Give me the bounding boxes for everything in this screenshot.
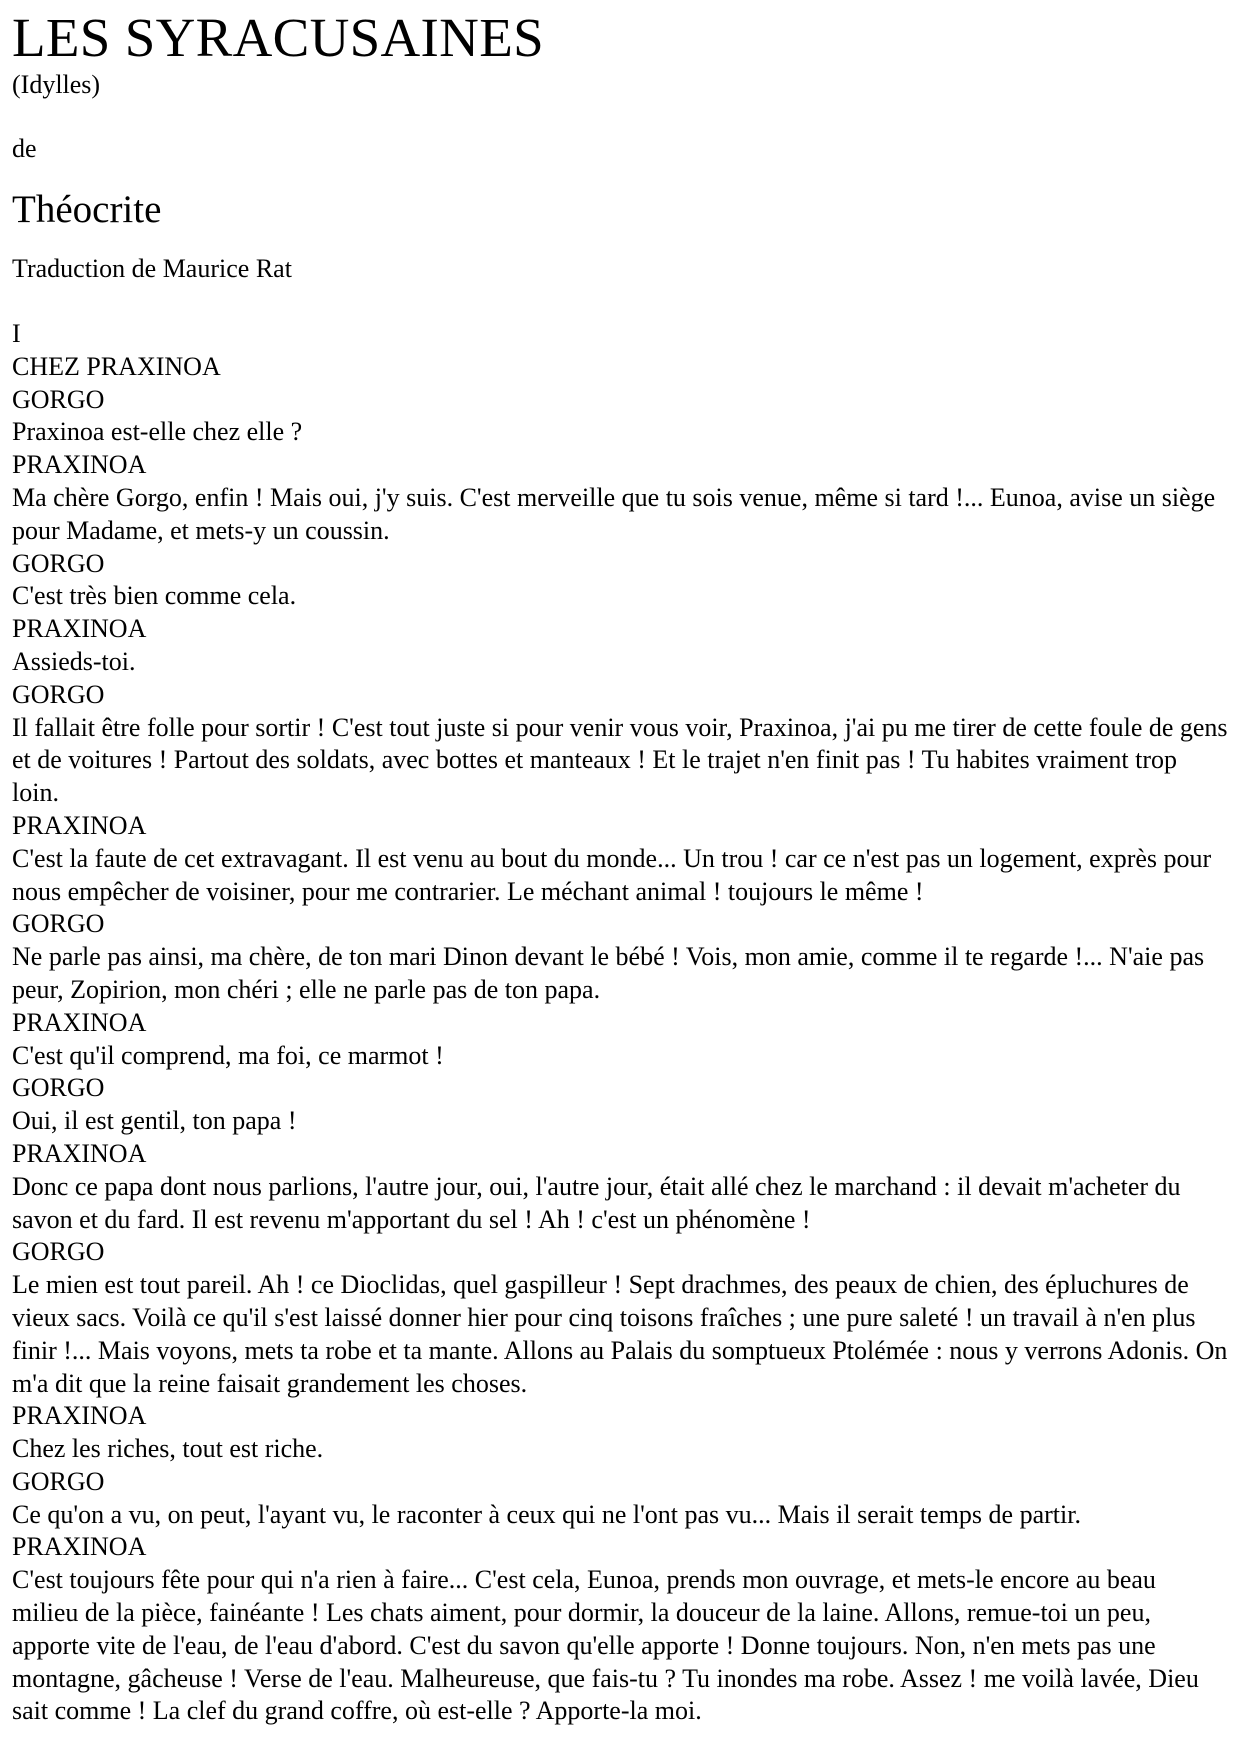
speech-text: C'est la faute de cet extravagant. Il est venu au bout du monde... Un trou ! car ce n'est pas un logement, exprès pour nous empêcher de voisiner, pour me contrarier. Le méchant animal ! toujours le même ! (12, 843, 1212, 906)
author-name: Théocrite (12, 188, 162, 231)
speech-text: Assieds-toi. (12, 646, 136, 676)
speech-text: C'est toujours fête pour qui n'a rien à faire... C'est cela, Eunoa, prends mon ouvrage, et mets-le encore au beau milieu de la pièce, fainéante ! Les chats aiment, pour dormir, la douceur de la laine. Allons, remue-toi un peu, apporte vite de l'eau, de l'eau d'abord. C'est du savon qu'elle apporte ! Donne toujours. Non, n'en mets pas une montagne, gâcheuse ! Verse de l'eau. Malheureuse, que fais-tu ? Tu inondes ma robe. Assez ! me voilà lavée, Dieu sait comme ! La clef du grand coffre, où est-elle ? Apporte-la moi. (12, 1565, 1199, 1726)
dialogue-block (12, 384, 1228, 450)
speaker-name: GORGO (12, 909, 105, 939)
dialogue-block (12, 679, 1228, 810)
speaker-name: GORGO (12, 1073, 105, 1103)
speech-text: Le mien est tout pareil. Ah ! ce Dioclidas, quel gaspilleur ! Sept drachmes, des peaux de chien, des épluchures de vieux sacs. Voilà ce qu'il s'est laissé donner hier pour cinq toisons fraîches ; une pure saleté ! un travail à n'en plus finir !... Mais voyons, mets ta robe et ta mante. Allons au Palais du somptueux Ptolémée : nous y verrons Adonis. On m'a dit que la reine faisait grandement les choses. (12, 1270, 1228, 1398)
speech-text: C'est qu'il comprend, ma foi, ce marmot ! (12, 1040, 444, 1070)
section-title: CHEZ PRAXINOA (12, 351, 221, 381)
speech-text: Ce qu'on a vu, on peut, l'ayant vu, le raconter à ceux qui ne l'ont pas vu... Mais il serait temps de partir. (12, 1499, 1081, 1529)
speech-text: Il fallait être folle pour sortir ! C'est tout juste si pour venir vous voir, Praxinoa, j'ai pu me tirer de cette foule de gens et de voitures ! Partout des soldats, avec bottes et manteaux ! Et le trajet n'en finit pas ! Tu habites vraiment trop loin. (12, 712, 1228, 808)
speech-text: Donc ce papa dont nous parlions, l'autre jour, oui, l'autre jour, était allé chez le marchand : il devait m'acheter du savon et du fard. Il est revenu m'apportant du sel ! Ah ! c'est un phénomène ! (12, 1171, 1181, 1234)
section-number: I (12, 319, 21, 348)
dialogue-block (12, 1072, 1228, 1138)
speech-text: Chez les riches, tout est riche. (12, 1434, 324, 1464)
speech-text: Praxinoa est-elle chez elle ? (12, 417, 303, 447)
dialogue-block (12, 548, 1228, 614)
document-subtitle: (Idylles) (12, 70, 101, 99)
author-preposition: de (12, 134, 37, 163)
dialogue-block (12, 1400, 1228, 1466)
speaker-name: GORGO (12, 384, 105, 414)
speaker-name: GORGO (12, 1466, 105, 1496)
speaker-name: GORGO (12, 679, 105, 709)
dialogue-block (12, 908, 1228, 1006)
speaker-name: PRAXINOA (12, 1532, 147, 1562)
dialogue-block (12, 1236, 1228, 1400)
speaker-name: PRAXINOA (12, 810, 147, 840)
speaker-name: PRAXINOA (12, 1007, 147, 1037)
document-title: LES SYRACUSAINES (12, 7, 544, 68)
speech-text: C'est très bien comme cela. (12, 581, 297, 611)
speaker-name: PRAXINOA (12, 1401, 147, 1431)
dialogue-block (12, 449, 1228, 547)
dialogue-block (12, 1138, 1228, 1236)
speaker-name: GORGO (12, 1237, 105, 1267)
speaker-name: PRAXINOA (12, 1138, 147, 1168)
speaker-name: GORGO (12, 548, 105, 578)
dialogue-block (12, 613, 1228, 679)
speaker-name: PRAXINOA (12, 450, 147, 480)
dialogue-block (12, 810, 1228, 908)
dialogue-block (12, 1466, 1228, 1532)
dialogue-block (12, 1531, 1228, 1728)
speech-text: Oui, il est gentil, ton papa ! (12, 1106, 297, 1136)
speech-text: Ne parle pas ainsi, ma chère, de ton mari Dinon devant le bébé ! Vois, mon amie, comme il te regarde !... N'aie pas peur, Zopirion, mon chéri ; elle ne parle pas de ton papa. (12, 942, 1205, 1004)
speech-text: Ma chère Gorgo, enfin ! Mais oui, j'y suis. C'est merveille que tu sois venue, même si tard !... Eunoa, avise un siège pour Madame, et mets-y un coussin. (12, 482, 1216, 545)
dialogue-block (12, 1007, 1228, 1073)
speaker-name: PRAXINOA (12, 614, 147, 644)
play-text (12, 318, 1228, 1728)
translator-credit: Traduction de Maurice Rat (12, 254, 292, 283)
